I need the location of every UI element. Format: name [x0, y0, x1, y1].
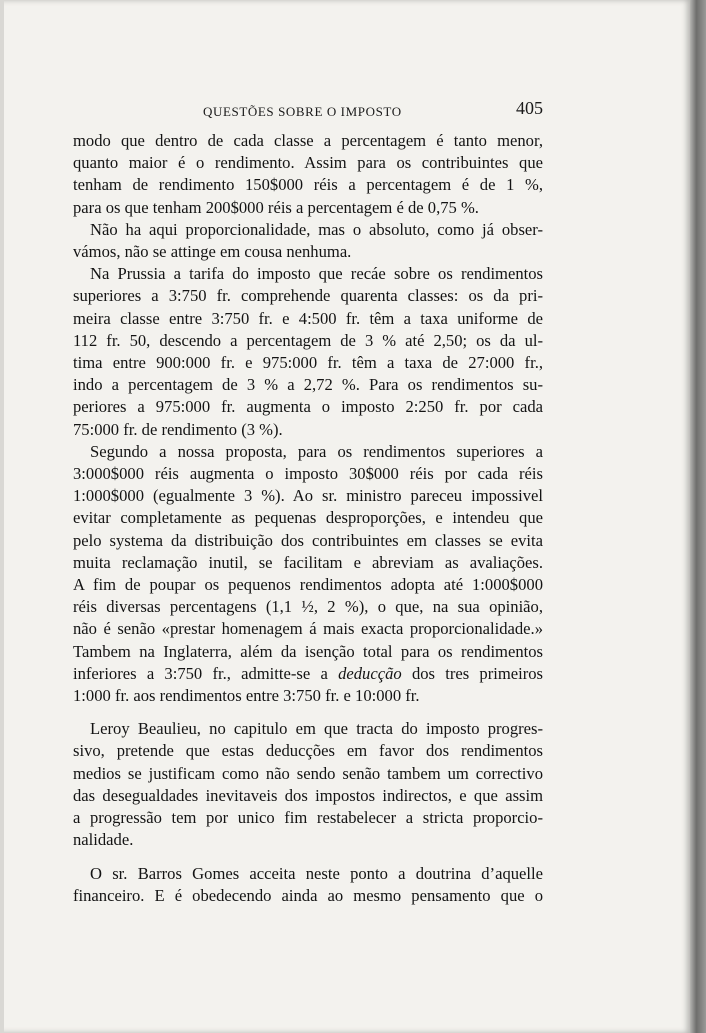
page-left-edge: [0, 0, 4, 1033]
italic-term: deducção: [338, 663, 402, 683]
text-line: meira classe entre 3:750 fr. e 4:500 fr. têm a taxa uniforme de: [73, 308, 543, 328]
text-run: inferiores a 3:750 fr., admitte-se a: [73, 663, 328, 683]
text-line: quanto maior é o rendimento. Assim para os contribuintes que: [73, 153, 543, 173]
book-spine-shadow: [690, 0, 706, 1033]
text-line: superiores a 3:750 fr. comprehende quarenta classes: os da pri-: [73, 286, 543, 306]
text-line: vámos, não se attinge em cousa nenhuma.: [73, 242, 352, 262]
text-line: 75:000 fr. de rendimento (3 %).: [73, 419, 283, 439]
text-line: periores a 975:000 fr. augmenta o imposto 2:250 fr. por cada: [73, 397, 543, 417]
running-head: [73, 98, 543, 122]
text-line: sivo, pretende que estas deducções em favor dos rendimentos: [73, 741, 543, 761]
text-line: Leroy Beaulieu, no capitulo em que tracta do imposto progres-: [90, 719, 543, 739]
text-line: Segundo a nossa proposta, para os rendimentos superiores a: [90, 441, 543, 461]
text-line: pelo systema da distribuição dos contribuintes em classes se evita: [73, 530, 543, 550]
text-line: [73, 663, 543, 685]
text-line: 3:000$000 réis augmenta o imposto 30$000 réis por cada réis: [73, 464, 543, 484]
text-line: nalidade.: [73, 830, 134, 850]
body-text: [73, 130, 543, 907]
text-line: tima entre 900:000 fr. e 975:000 fr. têm a taxa de 27:000 fr.,: [73, 353, 543, 373]
text-line: Tambem na Inglaterra, além da isenção total para os rendimentos: [73, 641, 543, 661]
text-line: réis diversas percentagens (1,1 ½, 2 %), o que, na sua opinião,: [73, 597, 543, 617]
text-line: muita reclamação inutil, se facilitam e abreviam as avaliações.: [73, 552, 543, 572]
paragraph-gap: [73, 852, 543, 863]
text-line: para os que tenham 200$000 réis a percentagem é de 0,75 %.: [73, 197, 479, 217]
text-line: não é senão «prestar homenagem á mais exacta proporcionalidade.»: [73, 619, 543, 639]
text-run: dos tres primeiros: [411, 663, 544, 683]
text-line: Na Prussia a tarifa do imposto que recáe sobre os rendimentos: [90, 264, 543, 284]
text-line: financeiro. E é obedecendo ainda ao mesmo pensamento que o: [73, 885, 543, 905]
running-title: QUESTÕES SOBRE O IMPOSTO: [203, 104, 402, 119]
text-line: modo que dentro de cada classe a percentagem é tanto menor,: [73, 131, 543, 150]
page-number: 405: [516, 98, 543, 118]
text-line: 1:000$000 (egualmente 3 %). Ao sr. ministro pareceu impossivel: [73, 486, 543, 506]
text-line: evitar completamente as pequenas desproporções, e intendeu que: [73, 508, 543, 528]
paragraph-gap: [73, 707, 543, 718]
text-line: a progressão tem por unico fim restabelecer a stricta proporcio-: [73, 808, 543, 828]
text-line: A fim de poupar os pequenos rendimentos adopta até 1:000$000: [73, 575, 543, 595]
text-line: 112 fr. 50, descendo a percentagem de 3 % até 2,50; os da ul-: [73, 330, 543, 350]
text-line: tenham de rendimento 150$000 réis a percentagem é de 1 %,: [73, 175, 543, 195]
text-line: 1:000 fr. aos rendimentos entre 3:750 fr. e 10:000 fr.: [73, 686, 420, 706]
text-line: Não ha aqui proporcionalidade, mas o absoluto, como já obser-: [90, 219, 543, 239]
text-line: medios se justificam como não sendo senão tambem um correctivo: [73, 763, 543, 783]
text-line: indo a percentagem de 3 % a 2,72 %. Para os rendimentos su-: [73, 375, 543, 395]
text-line: das desegualdades inevitaveis dos impostos indirectos, e que assim: [73, 785, 543, 805]
text-line: O sr. Barros Gomes acceita neste ponto a doutrina d’aquelle: [90, 863, 543, 883]
